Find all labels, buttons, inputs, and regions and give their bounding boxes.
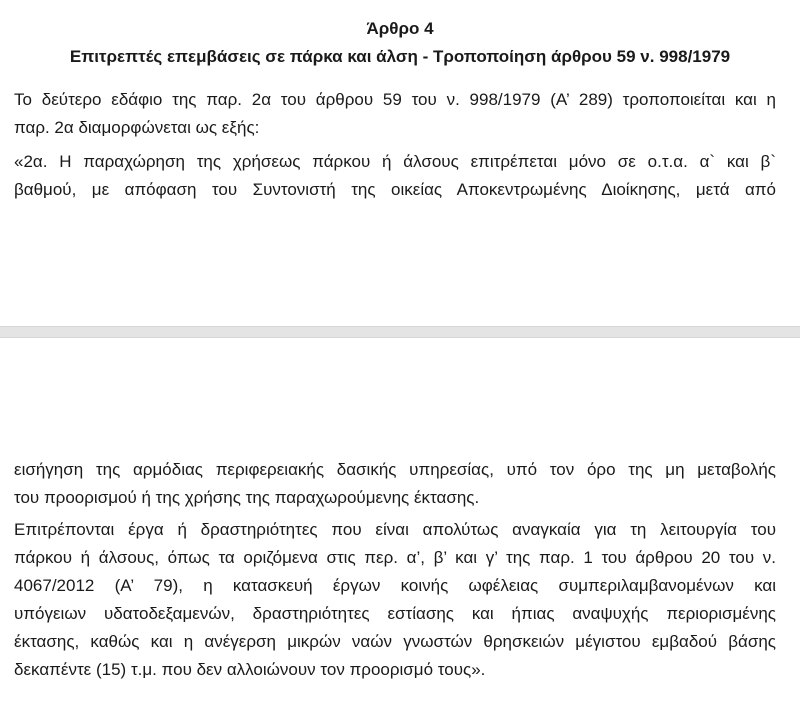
continuation-text-line: του προορισμού ή της χρήσης της παραχωρούμενης έκτασης. — [14, 488, 480, 507]
paragraph-text-line: Επιτρέπονται έργα ή δραστηριότητες που είναι απολύτως αναγκαία για τη λειτουργία του — [14, 520, 776, 539]
quote-text-line: «2α. Η παραχώρηση της χρήσεως πάρκου ή άλσους επιτρέπεται μόνο σε ο.τ.α. α` και β` — [14, 152, 776, 171]
intro-text-line: Το δεύτερο εδάφιο της παρ. 2α του άρθρου 59 του ν. 998/1979 (Α’ 289) τροποποιείται και η — [14, 90, 776, 109]
intro-text-line: παρ. 2α διαμορφώνεται ως εξής: — [14, 118, 260, 137]
paragraph-text-line: έκτασης, καθώς και η ανέγερση μικρών ναών γνωστών θρησκειών μέγιστου εμβαδού βάσης — [14, 632, 776, 651]
quote-text-line: βαθμού, με απόφαση του Συντονιστή της οικείας Αποκεντρωμένης Διοίκησης, μετά από — [14, 180, 776, 199]
page-break-separator — [0, 326, 800, 338]
document-page-top — [0, 0, 800, 326]
document-page-bottom — [0, 338, 800, 701]
continuation-text-line: εισήγηση της αρμόδιας περιφερειακής δασικής υπηρεσίας, υπό τον όρο της μη μεταβολής — [14, 460, 776, 479]
paragraph-text-line: δεκαπέντε (15) τ.μ. που δεν αλλοιώνουν τον προορισμό τους». — [14, 660, 486, 679]
article-number: Άρθρο 4 — [366, 19, 434, 38]
paragraph-text-line: 4067/2012 (Α’ 79), η κατασκευή έργων κοινής ωφέλειας συμπεριλαμβανομένων και — [14, 576, 776, 595]
article-title: Επιτρεπτές επεμβάσεις σε πάρκα και άλση - Τροποποίηση άρθρου 59 ν. 998/1979 — [69, 47, 731, 66]
paragraph-text-line: πάρκου ή άλσους, όπως τα οριζόμενα στις περ. α’, β’ και γ’ της παρ. 1 του άρθρου 20 του ν. — [14, 548, 776, 567]
paragraph-text-line: υπόγειων υδατοδεξαμενών, δραστηριότητες εστίασης και ήπιας αναψυχής περιορισμένης — [14, 604, 776, 623]
